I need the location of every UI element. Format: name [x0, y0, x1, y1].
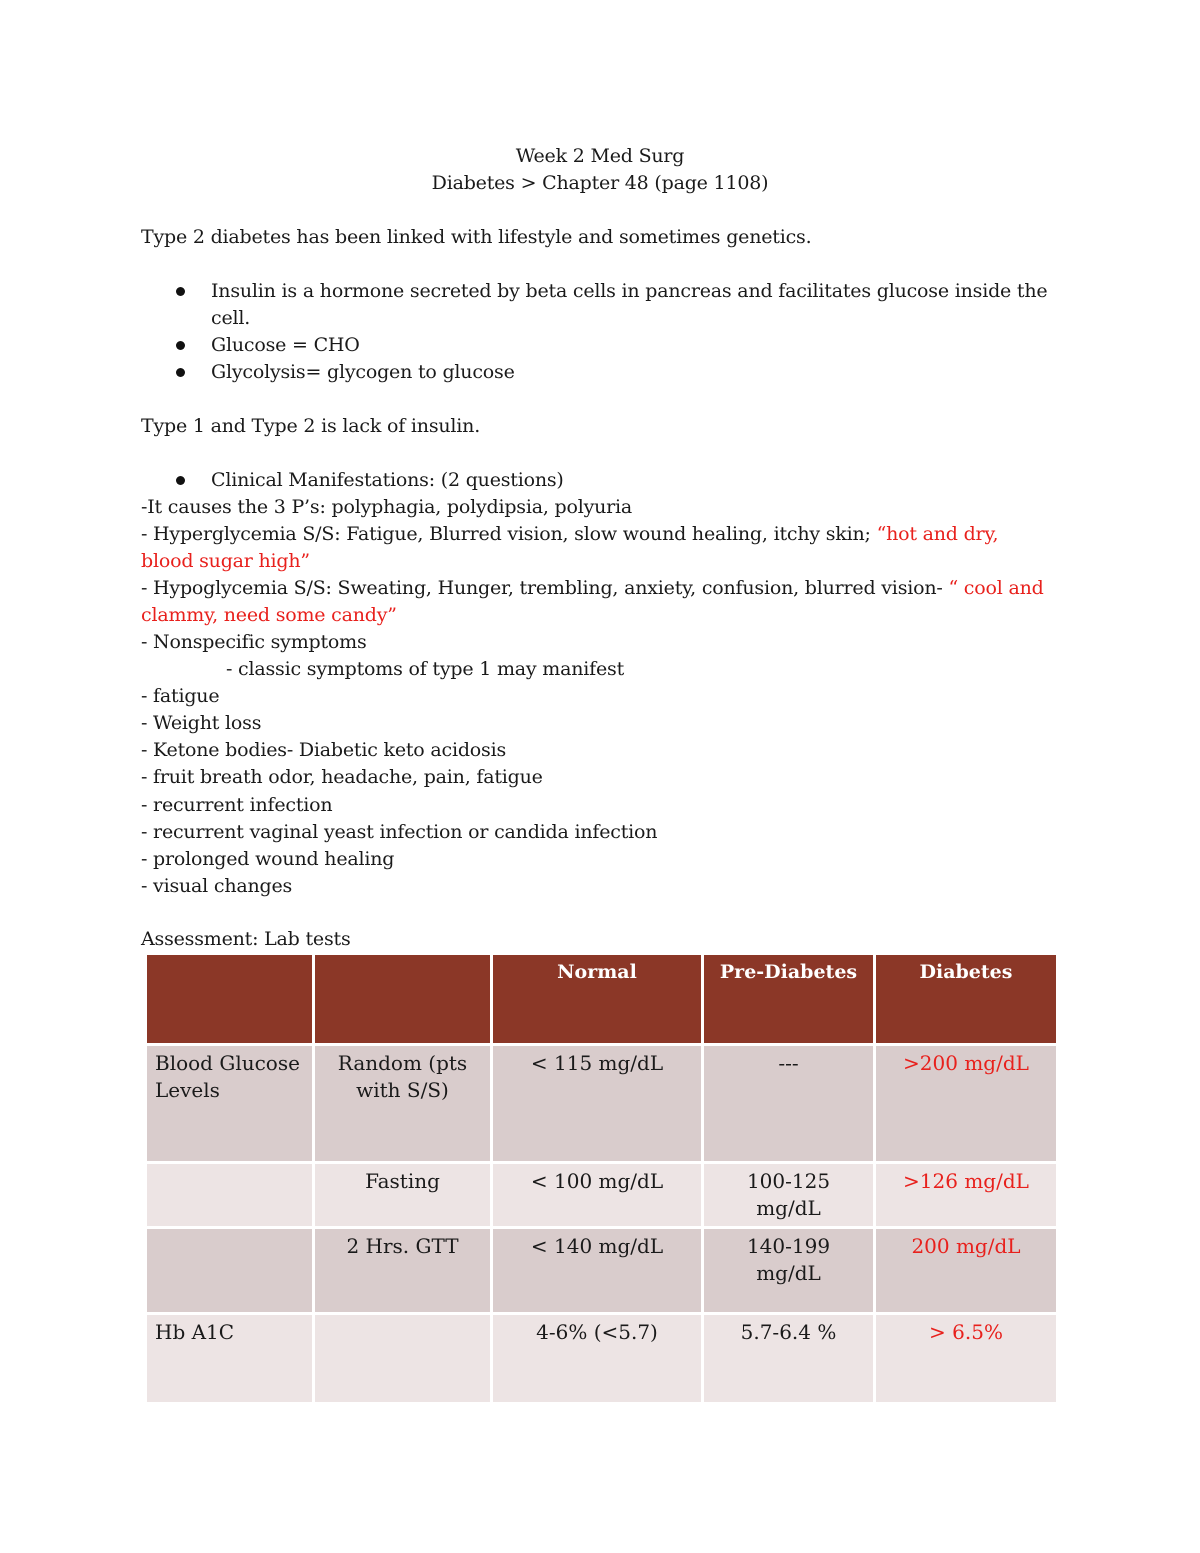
list-item: - fruit breath odor, headache, pain, fatigue — [141, 766, 543, 788]
bullet-clinical-manifestations: Clinical Manifestations: (2 questions) — [211, 469, 564, 491]
list-item: - Weight loss — [141, 712, 262, 734]
hypoglycemia-mnemonic-cont: clammy, need some candy” — [141, 604, 397, 626]
table-cell: < 115 mg/dL — [492, 1045, 703, 1163]
table-row — [146, 1314, 1058, 1404]
bullet-insulin-cont: cell. — [211, 307, 251, 329]
bullet-icon — [176, 476, 185, 485]
table-header-diabetes: Diabetes — [875, 954, 1058, 1045]
three-ps-line: -It causes the 3 P’s: polyphagia, polydipsia, polyuria — [141, 496, 633, 518]
table-cell — [314, 1314, 492, 1404]
bullet-glycolysis: Glycolysis= glycogen to glucose — [211, 361, 515, 383]
assessment-label: Assessment: Lab tests — [141, 928, 351, 950]
table-cell: < 140 mg/dL — [492, 1228, 703, 1314]
bullet-glucose: Glucose = CHO — [211, 334, 360, 356]
intro-paragraph: Type 2 diabetes has been linked with lifestyle and sometimes genetics. — [141, 226, 812, 248]
document-subtitle: Diabetes > Chapter 48 (page 1108) — [431, 172, 769, 194]
list-item: - recurrent vaginal yeast infection or candida infection — [141, 821, 658, 843]
table-cell: Fasting — [314, 1163, 492, 1228]
table-cell: 4-6% (<5.7) — [492, 1314, 703, 1404]
table-header-prediabetes: Pre-Diabetes — [703, 954, 875, 1045]
table-cell: >200 mg/dL — [875, 1045, 1058, 1163]
bullet-icon — [176, 368, 185, 377]
table-cell: 2 Hrs. GTT — [314, 1228, 492, 1314]
hyperglycemia-text: - Hyperglycemia S/S: Fatigue, Blurred vision, slow wound healing, itchy skin; — [141, 523, 877, 545]
list-item: - prolonged wound healing — [141, 848, 395, 870]
hyperglycemia-mnemonic: “hot and dry, — [876, 523, 999, 545]
type-statement: Type 1 and Type 2 is lack of insulin. — [141, 415, 481, 437]
table-cell: --- — [703, 1045, 875, 1163]
table-header-row — [146, 954, 1058, 1045]
table-cell — [146, 1163, 314, 1228]
hyperglycemia-mnemonic-cont: blood sugar high” — [141, 550, 310, 572]
table-header-normal: Normal — [492, 954, 703, 1045]
table-cell: 140-199 mg/dL — [703, 1228, 875, 1314]
bullet-icon — [176, 287, 185, 296]
table-cell: Hb A1C — [146, 1314, 314, 1404]
list-item: - visual changes — [141, 875, 293, 897]
list-item: - recurrent infection — [141, 794, 333, 816]
document-title: Week 2 Med Surg — [515, 145, 685, 167]
lab-tests-table — [144, 952, 1059, 1405]
hyperglycemia-line — [141, 521, 998, 548]
hypoglycemia-line — [141, 575, 1044, 602]
table-header-cell — [146, 954, 314, 1045]
list-item: - Ketone bodies- Diabetic keto acidosis — [141, 739, 507, 761]
hypoglycemia-mnemonic: “ cool and — [948, 577, 1044, 599]
table-row — [146, 1228, 1058, 1314]
hypoglycemia-text: - Hypoglycemia S/S: Sweating, Hunger, trembling, anxiety, confusion, blurred vision- — [141, 577, 949, 599]
table-cell: Random (pts with S/S) — [314, 1045, 492, 1163]
table-cell: Blood Glucose Levels — [146, 1045, 314, 1163]
table-cell: 5.7-6.4 % — [703, 1314, 875, 1404]
table-cell: >126 mg/dL — [875, 1163, 1058, 1228]
table-cell: 200 mg/dL — [875, 1228, 1058, 1314]
list-item: - fatigue — [141, 685, 220, 707]
bullet-icon — [176, 341, 185, 350]
bullet-insulin: Insulin is a hormone secreted by beta cells in pancreas and facilitates glucose inside the — [211, 280, 1048, 302]
table-cell: > 6.5% — [875, 1314, 1058, 1404]
table-cell — [146, 1228, 314, 1314]
table-row — [146, 1045, 1058, 1163]
table-header-cell — [314, 954, 492, 1045]
table-cell: 100-125 mg/dL — [703, 1163, 875, 1228]
nonspecific-line: - Nonspecific symptoms — [141, 631, 367, 653]
table-row — [146, 1163, 1058, 1228]
classic-symptoms-line: - classic symptoms of type 1 may manifest — [226, 658, 624, 680]
table-cell: < 100 mg/dL — [492, 1163, 703, 1228]
